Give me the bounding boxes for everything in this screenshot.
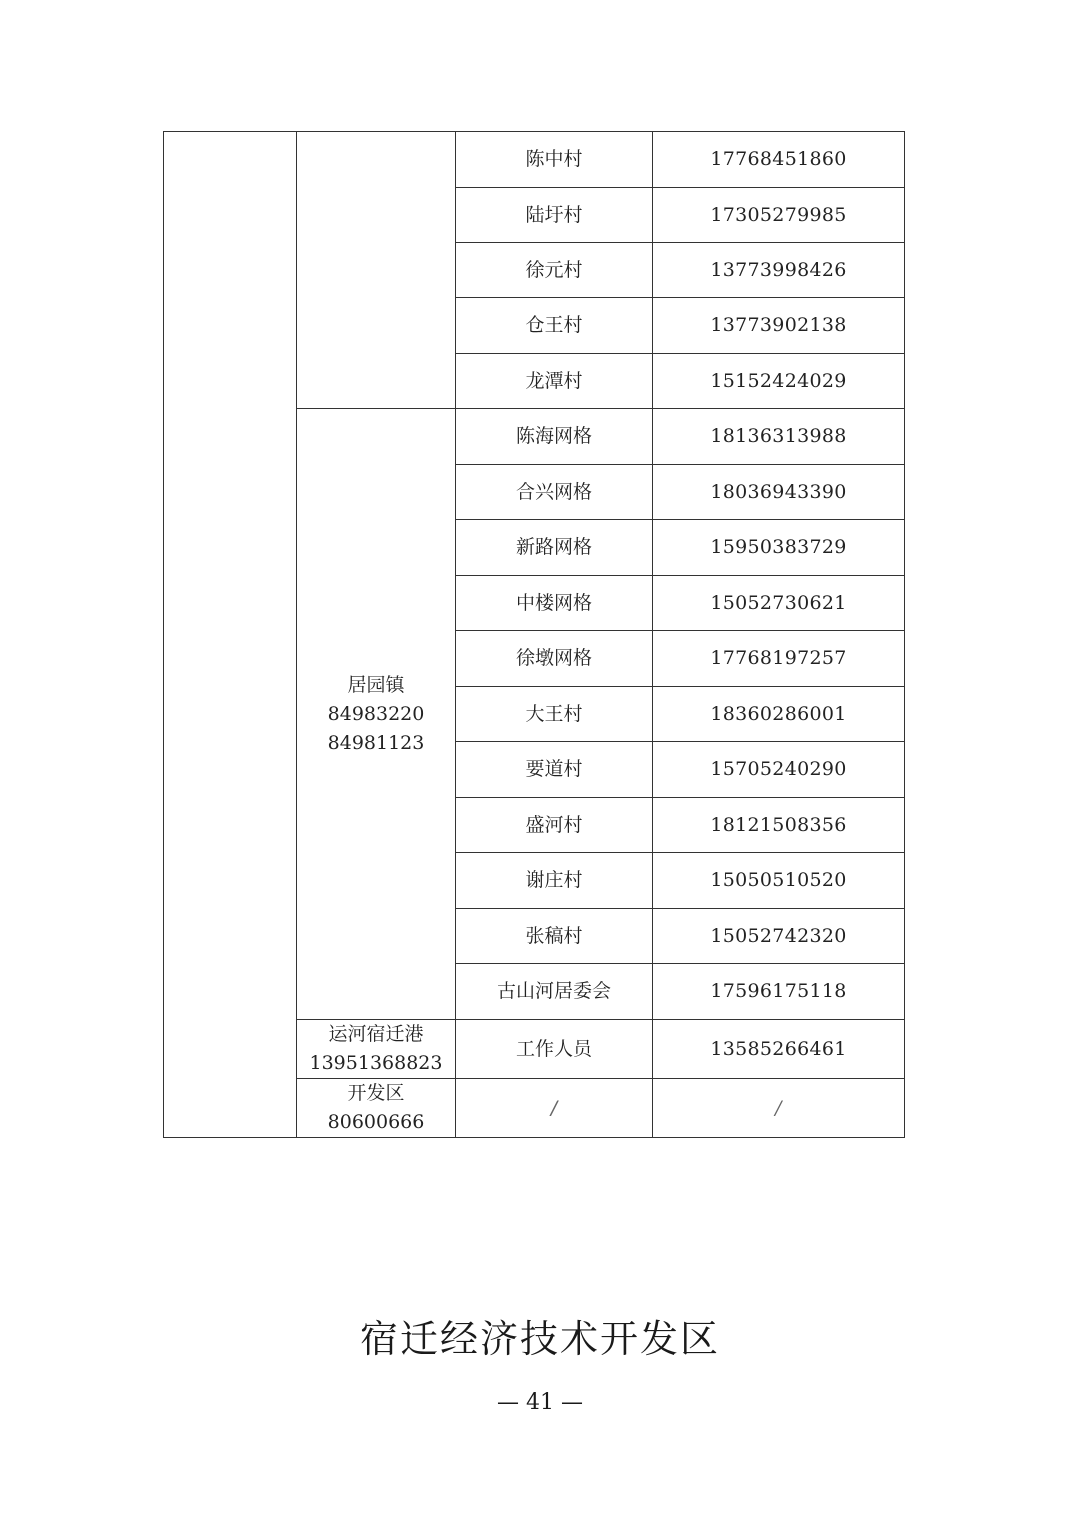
unit-cell-juyuan [297, 409, 456, 1020]
page-number: — 41 — [497, 1390, 583, 1415]
contact-phone: 18036943390 [653, 465, 905, 520]
contact-name: 陈中村 [456, 132, 653, 188]
unit-phone: 84983220 [327, 702, 425, 725]
contact-phone: 18136313988 [653, 409, 905, 465]
contact-name: 谢庄村 [456, 853, 653, 909]
contact-name: 中楼网格 [456, 576, 653, 631]
contact-phone: 13585266461 [653, 1020, 905, 1079]
unit-cell-blank [297, 132, 456, 409]
contact-name: / [456, 1079, 653, 1138]
contact-name: 仓王村 [456, 298, 653, 354]
contact-phone: 13773902138 [653, 298, 905, 354]
contact-name: 工作人员 [456, 1020, 653, 1079]
page-title: 宿迁经济技术开发区 [359, 1317, 720, 1361]
contact-name: 陈海网格 [456, 409, 653, 465]
unit-cell-yunhe [297, 1020, 456, 1079]
contact-name: 大王村 [456, 687, 653, 742]
contact-phone: 15705240290 [653, 742, 905, 798]
contact-name: 合兴网格 [456, 465, 653, 520]
unit-phone: 80600666 [327, 1111, 425, 1133]
table-row [164, 132, 905, 188]
contact-phone: / [653, 1079, 905, 1138]
contact-phone: 15050510520 [653, 853, 905, 909]
contact-phone: 17596175118 [653, 964, 905, 1020]
contact-phone: 18121508356 [653, 798, 905, 853]
contact-phone: 17305279985 [653, 188, 905, 243]
unit-phone: 13951368823 [309, 1052, 443, 1074]
contact-name: 要道村 [456, 742, 653, 798]
unit-name: 运河宿迁港 [328, 1023, 424, 1045]
contact-name: 龙潭村 [456, 354, 653, 409]
contact-phone: 18360286001 [653, 687, 905, 742]
unit-cell-kaifaqu [297, 1079, 456, 1138]
contact-name: 古山河居委会 [456, 964, 653, 1020]
contact-phone: 17768451860 [653, 132, 905, 188]
contact-name: 徐墩网格 [456, 631, 653, 687]
contacts-table [163, 131, 905, 1138]
contact-phone: 15052742320 [653, 909, 905, 964]
contact-phone: 15052730621 [653, 576, 905, 631]
contact-phone: 15950383729 [653, 520, 905, 576]
contact-phone: 17768197257 [653, 631, 905, 687]
contact-name: 徐元村 [456, 243, 653, 298]
unit-phone: 84981123 [327, 731, 425, 754]
contact-name: 盛河村 [456, 798, 653, 853]
unit-name: 居园镇 [347, 673, 405, 696]
contact-phone: 15152424029 [653, 354, 905, 409]
region-cell [164, 132, 297, 1138]
contact-phone: 13773998426 [653, 243, 905, 298]
contact-name: 张稿村 [456, 909, 653, 964]
unit-name: 开发区 [347, 1082, 405, 1104]
contact-name: 陆圩村 [456, 188, 653, 243]
contact-name: 新路网格 [456, 520, 653, 576]
